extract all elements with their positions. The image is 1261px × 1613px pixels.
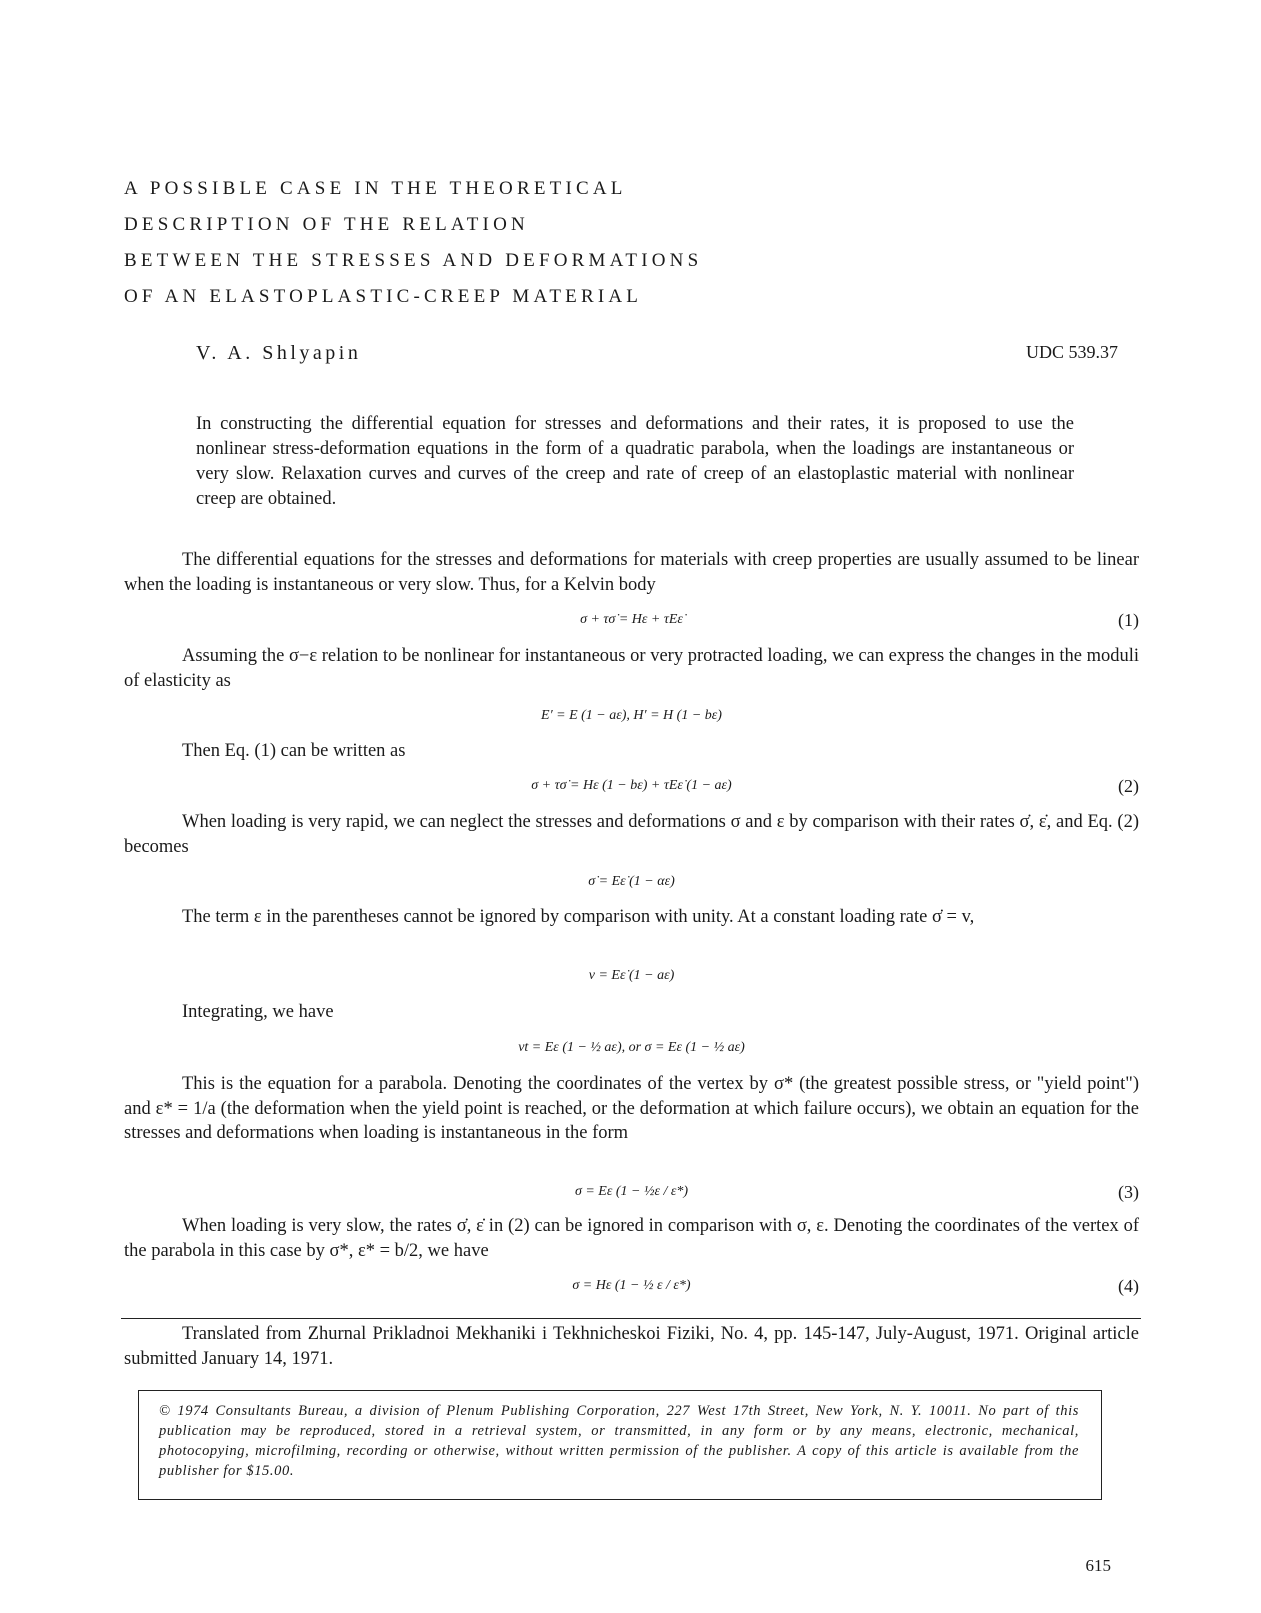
equation-integral	[124, 1040, 1139, 1056]
paragraph-7: This is the equation for a parabola. Denoting the coordinates of the vertex by σ* (the greatest possible stress, or "yield point") and ε* = 1/a (the deformation when the yield point is reached, or the deformation at which failure occurs), we obtain an equation for the stresses and deformations when loading is instantaneous in the form	[124, 1074, 1139, 1143]
equation-1	[124, 612, 1139, 628]
udc-code: UDC 539.37	[1025, 342, 1118, 362]
footnote-divider	[121, 1318, 1141, 1319]
equation-rate	[124, 968, 1139, 984]
copyright-box	[138, 1390, 1102, 1500]
equation-4	[124, 1278, 1139, 1294]
paragraph-5: The term ε in the parentheses cannot be ignored by comparison with unity. At a constant loading rate σ̇ = v,	[182, 907, 975, 927]
translation-note: Translated from Zhurnal Prikladnoi Mekhaniki i Tekhnicheskoi Fiziki, No. 4, pp. 145-147, July-August, 1971. Original article submitted January 14, 1971.	[124, 1324, 1139, 1369]
paragraph-6: Integrating, we have	[182, 1002, 334, 1022]
equation-3-number: (3)	[1118, 1182, 1139, 1202]
equation-4-number: (4)	[1118, 1276, 1139, 1296]
equation-1-text: σ + τσ̇ = Hε + τEε̇	[580, 612, 683, 627]
copyright-text: © 1974 Consultants Bureau, a division of Plenum Publishing Corporation, 227 West 17th Street, New York, N. Y. 10011. No part of this publication may be reproduced, stored in a retrieval system, or transmitted, in any form or by any means, electronic, mechanical, photocopying, microfilming, recording or otherwise, without written permission of the publisher. A copy of this article is available from the publisher for $15.00.	[159, 1403, 1079, 1479]
equation-1-number: (1)	[1118, 610, 1139, 630]
paragraph-1: The differential equations for the stresses and deformations for materials with creep properties are usually assumed to be linear when the loading is instantaneous or very slow. Thus, for a Kelvin body	[124, 550, 1139, 595]
equation-2	[124, 778, 1139, 794]
equation-rate-text: v = Eε̇ (1 − aε)	[588, 968, 675, 983]
equation-2-number: (2)	[1118, 776, 1139, 796]
author: V. A. Shlyapin	[196, 342, 362, 364]
paragraph-4: When loading is very rapid, we can neglect the stresses and deformations σ and ε by comparison with their rates σ̇, ε̇, and Eq. (2) becomes	[124, 812, 1139, 857]
title-line-4: OF AN ELASTOPLASTIC-CREEP MATERIAL	[124, 286, 643, 307]
equation-integral-text: vt = Eε (1 − ½ aε), or σ = Eε (1 − ½ aε)	[518, 1040, 745, 1055]
equation-rapid-text: σ̇ = Eε̇ (1 − αε)	[588, 874, 675, 889]
equation-moduli-text: E′ = E (1 − aε), H′ = H (1 − bε)	[541, 708, 722, 723]
equation-moduli	[124, 708, 1139, 724]
equation-3-text: σ = Eε (1 − ½ε / ε*)	[574, 1184, 689, 1199]
paragraph-8: When loading is very slow, the rates σ̇, ε̇ in (2) can be ignored in comparison with σ, ε. Denoting the coordinates of the vertex of the parabola in this case by σ*, ε* = b/2, we have	[124, 1216, 1139, 1261]
equation-rapid	[124, 874, 1139, 890]
title-line-3: BETWEEN THE STRESSES AND DEFORMATIONS	[124, 250, 703, 271]
paragraph-2: Assuming the σ−ε relation to be nonlinear for instantaneous or very protracted loading, we can express the changes in the moduli of elasticity as	[124, 646, 1139, 691]
abstract: In constructing the differential equation for stresses and deformations and their rates, it is proposed to use the nonlinear stress-deformation equations in the form of a quadratic parabola, when the loadings are instantaneous or very slow. Relaxation curves and curves of the creep and rate of creep of an elastoplastic material with nonlinear creep are obtained.	[196, 414, 1074, 509]
paragraph-3: Then Eq. (1) can be written as	[182, 741, 406, 761]
title-line-2: DESCRIPTION OF THE RELATION	[124, 214, 529, 235]
equation-2-text: σ + τσ̇ = Hε (1 − bε) + τEε̇ (1 − aε)	[531, 778, 732, 793]
equation-3	[124, 1184, 1139, 1200]
equation-4-text: σ = Hε (1 − ½ ε / ε*)	[572, 1278, 691, 1293]
page-number: 615	[1085, 1556, 1111, 1575]
title-line-1: A POSSIBLE CASE IN THE THEORETICAL	[124, 178, 627, 199]
